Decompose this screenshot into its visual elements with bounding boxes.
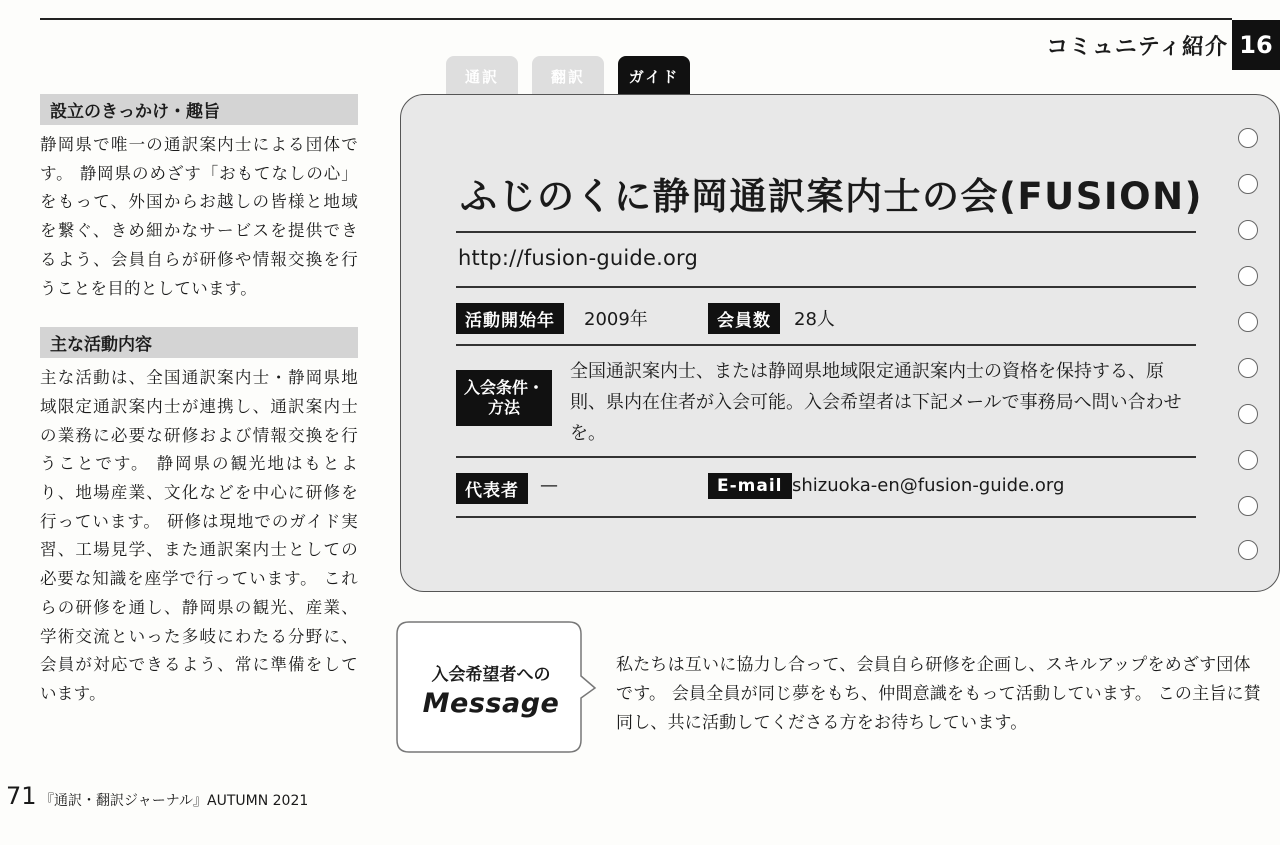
binder-ring-icon xyxy=(1238,450,1258,470)
section-title: コミュニティ紹介 xyxy=(1046,35,1228,60)
requirements-label-line1: 入会条件・ xyxy=(463,378,544,397)
main-activities-heading: 主な活動内容 xyxy=(40,327,358,358)
founding-purpose-text: 静岡県で唯一の通訳案内士による団体です。 静岡県のめざす「おもてなしの心」 をもって、外国からお越しの皆様と地域を繋ぐ、きめ細かなサービスを提供できるよう、会員自らが研修や情報交換を行うことを目的としています。 xyxy=(40,135,358,298)
divider xyxy=(456,231,1196,233)
organization-name: ふじのくに静岡通訳案内士の会(FUSION) xyxy=(460,175,1203,218)
tab-interpretation: 通訳 xyxy=(446,56,518,96)
start-year-value: 2009年 xyxy=(584,309,648,330)
binder-ring-icon xyxy=(1238,358,1258,378)
binder-ring-icon xyxy=(1238,266,1258,286)
divider xyxy=(456,344,1196,346)
divider xyxy=(456,516,1196,518)
divider xyxy=(456,286,1196,288)
divider xyxy=(456,456,1196,458)
top-rule xyxy=(40,18,1232,20)
section-number: 16 xyxy=(1232,20,1280,70)
email-label: E-mail xyxy=(708,473,792,499)
binder-ring-icon xyxy=(1238,540,1258,560)
requirements-text: 全国通訳案内士、または静岡県地域限定通訳案内士の資格を保持する、原則、県内在住者が入会可能。入会希望者は下記メールで事務局へ問い合わせを。 xyxy=(570,361,1182,444)
representative-label: 代表者 xyxy=(456,473,528,504)
left-column xyxy=(40,94,358,733)
founding-purpose-heading: 設立のきっかけ・趣旨 xyxy=(40,94,358,125)
binder-ring-icon xyxy=(1238,220,1258,240)
binder-ring-icon xyxy=(1238,312,1258,332)
binder-ring-icon xyxy=(1238,174,1258,194)
representative-value: — xyxy=(540,475,558,496)
journal-title: 『通訳・翻訳ジャーナル』AUTUMN 2021 xyxy=(40,793,309,809)
requirements-label xyxy=(456,370,552,426)
message-bubble-line2: Message xyxy=(422,688,560,719)
message-text: 私たちは互いに協力し合って、会員自ら研修を企画し、スキルアップをめざす団体です。 会員全員が同じ夢をもち、仲間意識をもって活動しています。 この主旨に賛同し、共に活動してくださる方をお待ちしています。 xyxy=(616,655,1261,733)
organization-url[interactable]: http://fusion-guide.org xyxy=(458,246,698,270)
binder-ring-icon xyxy=(1238,128,1258,148)
start-year-label: 活動開始年 xyxy=(456,303,564,334)
requirements-label-line2: 方法 xyxy=(487,398,520,417)
binder-ring-icon xyxy=(1238,496,1258,516)
main-activities-text: 主な活動は、全国通訳案内士・静岡県地域限定通訳案内士が連携し、通訳案内士の業務に必要な研修および情報交換を行うことです。 静岡県の観光地はもとより、地場産業、文化などを中心に研修を行っています。 研修は現地でのガイド実習、工場見学、また通訳案内士としての必要な知識を座学で行っています。 これらの研修を通し、静岡県の観光、産業、学術交流といった多岐にわたる分野に、会員が対応できるよう、常に準備をしています。 xyxy=(40,368,358,703)
tab-translation: 翻訳 xyxy=(532,56,604,96)
binder-ring-icon xyxy=(1238,404,1258,424)
page-number: 71 xyxy=(6,782,37,810)
members-label: 会員数 xyxy=(708,303,780,334)
message-bubble-line1: 入会希望者への xyxy=(431,665,551,685)
category-tabs xyxy=(446,56,690,96)
tab-guide: ガイド xyxy=(618,56,690,96)
email-value[interactable]: shizuoka-en@fusion-guide.org xyxy=(792,475,1065,496)
members-value: 28人 xyxy=(794,309,835,330)
